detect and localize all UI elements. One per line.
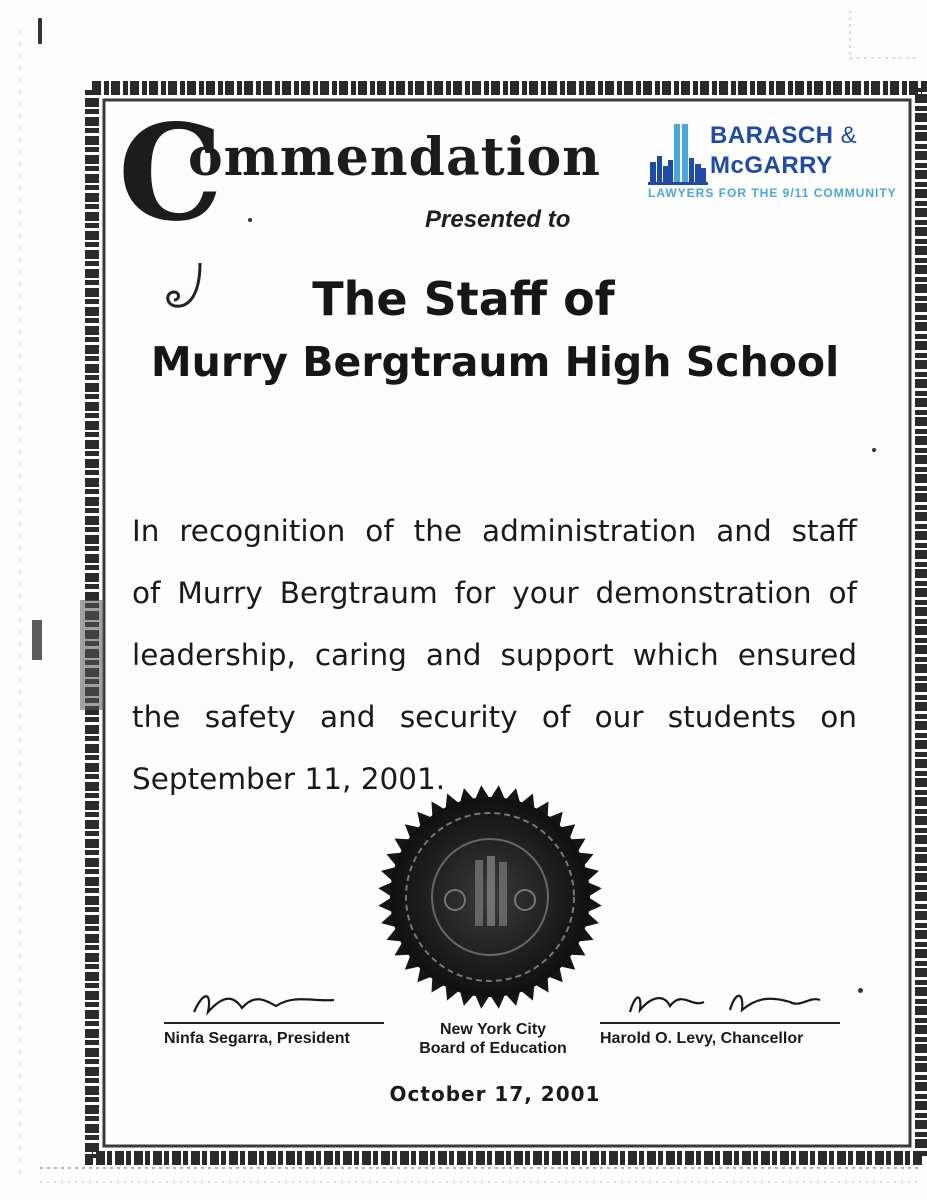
- recipient-line1: The Staff of: [312, 272, 615, 326]
- scan-speck: [872, 448, 876, 452]
- body-line: of Murry Bergtraum for your demonstration of: [132, 576, 857, 610]
- signature-block-left: [164, 982, 384, 1048]
- signature-icon: [164, 982, 384, 1022]
- body-line: leadership, caring and support which ensured: [132, 638, 857, 672]
- heading-initial: C: [118, 96, 224, 251]
- body-line: September 11, 2001.: [132, 762, 446, 796]
- scan-speck: [858, 988, 863, 993]
- signature-line: [164, 982, 384, 1024]
- signatory-right-name: Harold O. Levy, Chancellor: [600, 1030, 804, 1047]
- signature-line: [600, 982, 840, 1024]
- logo-name-line2: McGARRY: [710, 152, 833, 179]
- organization-line2: Board of Education: [419, 1040, 567, 1057]
- commendation-body: [132, 500, 857, 810]
- signature-block-right: [600, 982, 840, 1048]
- heading-text: ommendation: [188, 127, 601, 188]
- presented-to-label: Presented to: [425, 206, 571, 233]
- organization-name: [403, 1020, 583, 1058]
- official-seal-icon: [375, 782, 605, 1012]
- organization-line1: New York City: [439, 1021, 547, 1038]
- scan-mark: [38, 18, 42, 44]
- signatory-left-name: Ninfa Segarra, President: [164, 1030, 350, 1047]
- recipient-line2: Murry Bergtraum High School: [150, 338, 840, 386]
- skyline-icon: [648, 122, 708, 186]
- signature-icon: [600, 982, 840, 1022]
- body-line: In recognition of the administration and staff: [132, 514, 857, 548]
- logo-tagline: LAWYERS FOR THE 9/11 COMMUNITY: [648, 186, 897, 200]
- barasch-mcgarry-logo: [648, 118, 897, 202]
- logo-name-line1: BARASCH &: [710, 122, 858, 149]
- body-line: the safety and security of our students on: [132, 700, 857, 734]
- commendation-date: October 17, 2001: [389, 1082, 601, 1106]
